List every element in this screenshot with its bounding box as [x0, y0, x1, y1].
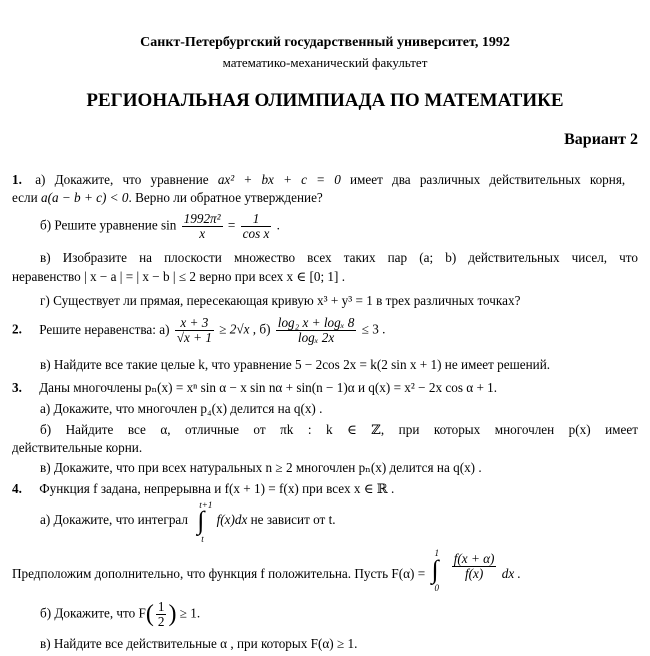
integral-sign-icon: 1 ∫ 0 — [431, 548, 439, 593]
problem-1-c-line1: в) Изобразите на плоскости множество всех таких пар (a; b) действительных чисел, что — [40, 250, 638, 265]
variant-label: Вариант 2 — [564, 131, 638, 148]
problem-1-a-text: а) Докажите, что уравнение ax² + bx + c = 0 имеет два различных действительных корня, — [35, 172, 626, 187]
problem-3-intro: 3. Даны многочлены pₙ(x) = xⁿ sin α − x sin nα + sin(n − 1)α и q(x) = x² − 2x cos α + 1. — [12, 380, 498, 395]
fraction-half: $\frac{1}{2}$ — [157, 599, 165, 629]
fraction-lhs: $\frac{\text{1992π²}}{x}$ — [183, 211, 221, 241]
condition-expression: a(a − b + c) < 0 — [40, 190, 129, 205]
problem-4-intro: 4. Функция f задана, непрерывна и f(x + 1) = f(x) при всех x ∈ ℝ . — [12, 481, 395, 496]
problem-number: 1. — [12, 172, 22, 187]
fraction-a: $\frac{x + 3}{√x + 1}$ — [176, 315, 212, 345]
problem-3-b-line1: б) Найдите все α, отличные от πk : k ∈ ℤ, при которых многочлен p(x) имеет — [40, 422, 638, 437]
problem-number: 3. — [12, 380, 22, 395]
problem-1-c-line2: неравенство | x − a | = | x − b | ≤ 2 верно при всех x ∈ [0; 1] . — [12, 269, 346, 284]
integral-sign-icon: t+1 ∫ t — [197, 500, 213, 544]
problem-2-c: в) Найдите все такие целые k, что уравнение 5 − 2cos 2x = k(2 sin x + 1) не имеет решений. — [40, 357, 551, 372]
problem-4-a: а) Докажите, что интеграл t+1 ∫ t f(x)dx не зависит от t. — [40, 500, 336, 544]
problem-4-c: в) Найдите все действительные α , при которых F(α) ≥ 1. — [40, 636, 358, 651]
fraction-rhs: $\frac{1}{\text{cos x}}$ — [242, 211, 270, 241]
problem-number: 2. — [12, 321, 22, 337]
problem-4-b: б) Докажите, что F( $\frac{1}{2}$ ) ≥ 1. — [40, 599, 201, 629]
problem-4-assumption: Предположим дополнительно, что функция f положительна. Пусть F(α) = 1 ∫ 0 $\frac{f(x + \alpha)}{f(x)}$ dx . — [12, 548, 521, 593]
university-heading: Санкт-Петербургский государственный университет, 1992 — [140, 35, 510, 50]
problem-2-ab: 2. Решите неравенства: а) $\frac{x + 3}{√x + 1}$ ≥ 2√x , б) $\frac{\text{log₂ x + logₓ 8}}{\text{logₓ 2x}}$ ≤ 3 . — [12, 315, 386, 345]
problem-1-a-line1 — [12, 172, 638, 188]
problem-1-a-line2: если a(a − b + c) < 0. Верно ли обратное утверждение? — [12, 190, 323, 205]
problem-number: 4. — [12, 481, 22, 496]
faculty-subheading: математико-механический факультет — [222, 55, 428, 70]
fraction-F: $\frac{f(x + \alpha)}{f(x)}$ — [453, 551, 495, 581]
problem-3-c: в) Докажите, что при всех натуральных n ≥ 2 многочлен pₙ(x) делится на q(x) . — [40, 460, 482, 475]
page-title: РЕГИОНАЛЬНАЯ ОЛИМПИАДА ПО МАТЕМАТИКЕ — [86, 90, 564, 111]
problem-1-b: б) Решите уравнение sin $\frac{\text{1992π²}}{x}$ = $\frac{1}{\text{cos x}}$ . — [40, 211, 280, 241]
fraction-b: $\frac{\text{log₂ x + logₓ 8}}{\text{logₓ 2x}}$ — [277, 315, 355, 345]
problem-3-b-line2: действительные корни. — [12, 440, 143, 455]
problem-1-d: г) Существует ли прямая, пересекающая кривую x³ + y³ = 1 в трех различных точках? — [40, 293, 521, 308]
problem-3-a: а) Докажите, что многочлен p₄(x) делится на q(x) . — [40, 401, 323, 416]
quadratic-equation: ax² + bx + c = 0 — [217, 172, 341, 187]
